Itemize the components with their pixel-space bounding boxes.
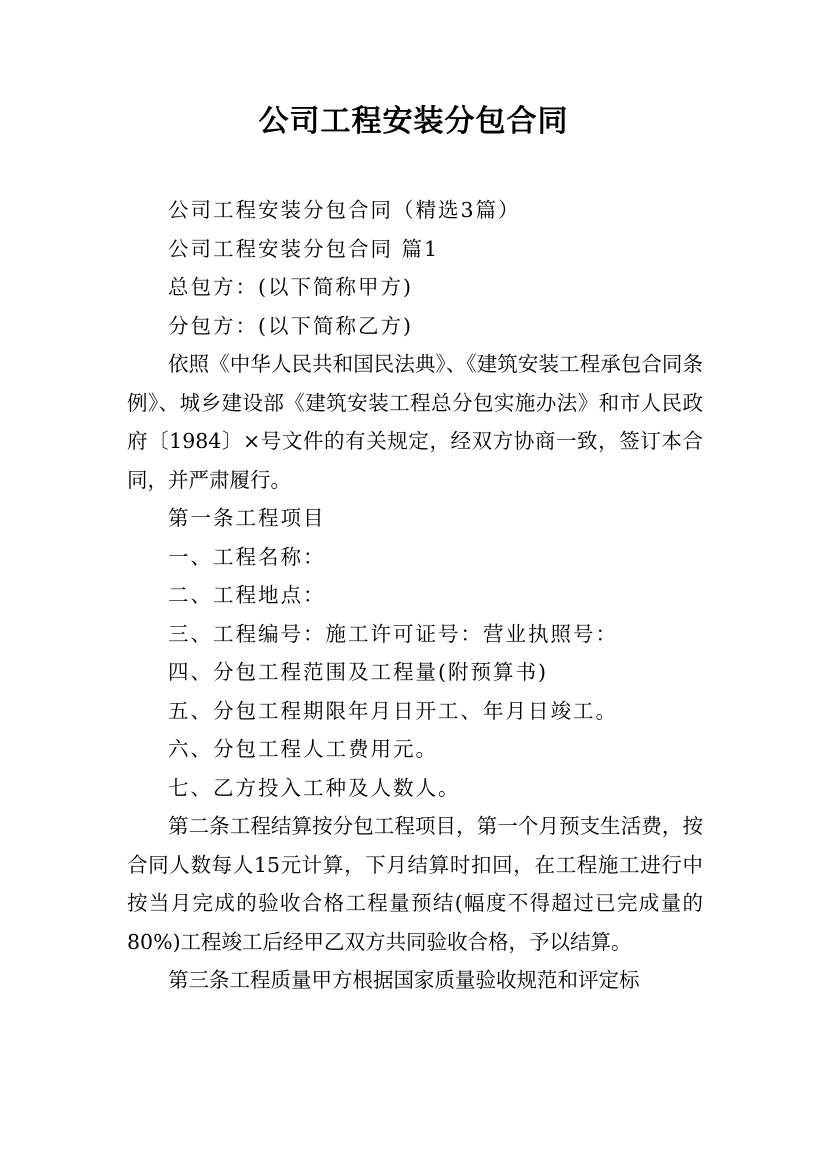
paragraph-labor-cost: 六、分包工程人工费用元。 xyxy=(168,737,438,761)
paragraph-general-contractor: 总包方：(以下简称甲方) xyxy=(168,275,413,299)
paragraph-article-1: 第一条工程项目 xyxy=(168,506,326,530)
paragraph-project-period: 五、分包工程期限年月日开工、年月日竣工。 xyxy=(168,698,618,723)
paragraph-article-3: 第三条工程质量甲方根据国家质量验收规范和评定标 xyxy=(168,968,640,992)
paragraph-subcontractor: 分包方：(以下简称乙方) xyxy=(168,313,413,338)
document-body xyxy=(127,191,703,1000)
paragraph-workforce: 七、乙方投入工种及人数人。 xyxy=(168,775,461,800)
paragraph-project-location: 二、工程地点： xyxy=(168,583,326,607)
paragraph-section-heading: 公司工程安装分包合同 篇1 xyxy=(168,236,440,261)
paragraph-legal-basis: 依照《中华人民共和国民法典》、《建筑安装工程承包合同条例》、城乡建设部《建筑安装工程总分包实施办法》和市人民政府〔1984〕×号文件的有关规定，经双方协商一致，签订本合同，并严肃履行。 xyxy=(127,352,703,492)
paragraph-article-2: 第二条工程结算按分包工程项目，第一个月预支生活费，按合同人数每人15元计算，下月结算时扣回，在工程施工进行中按当月完成的验收合格工程量预结(幅度不得超过已完成量的80%)工程竣工后经甲乙双方共同验收合格，予以结算。 xyxy=(127,814,703,954)
document-title: 公司工程安装分包合同 xyxy=(258,104,569,139)
paragraph-project-scope: 四、分包工程范围及工程量(附预算书) xyxy=(168,660,548,684)
paragraph-project-name: 一、工程名称： xyxy=(168,544,326,569)
paragraph-subtitle: 公司工程安装分包合同（精选3篇） xyxy=(168,198,521,222)
paragraph-project-number: 三、工程编号：施工许可证号：营业执照号： xyxy=(168,621,618,646)
